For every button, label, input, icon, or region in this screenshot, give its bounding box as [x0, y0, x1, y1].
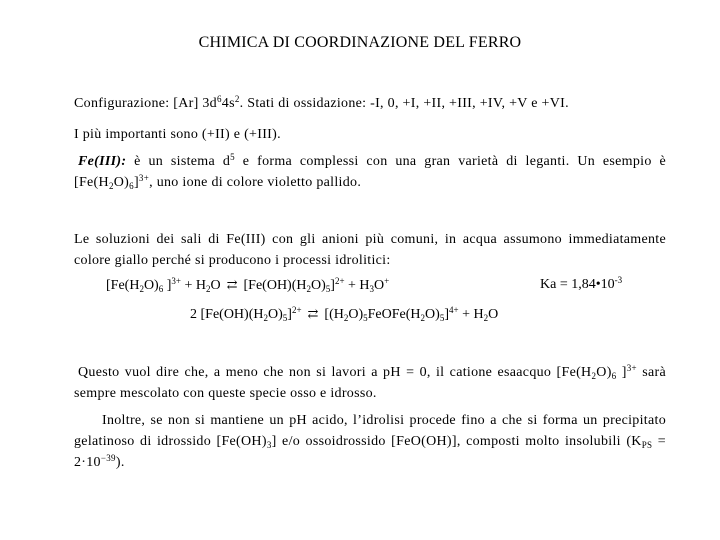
fe3-label: Fe(III): — [78, 154, 127, 169]
hydrolysis-equation-2: 2 $[Fe(OH)(H_2O)_5]^{2+}$ ⇄ $[(H_2O)_5FeOFe(H_2O)_5]^{4+} + H_2O$ — [190, 305, 499, 323]
fe3-paragraph: Fe(III): è un sistema $d^5$ e forma complessi con una gran varietà di leganti. Un esempio è $[Fe(H_2O)_6]^{3+}$, uno ione di colore violetto pallido. — [74, 152, 666, 191]
ka-value: $Ka = 1,84•10^{-3}$ — [540, 275, 623, 292]
configuration-line: Configurazione: [Ar] $3d^64s^2$. Stati di ossidazione: -I, 0, +I, +II, +III, +IV, +V e +VI. — [74, 94, 569, 111]
page-title: CHIMICA DI COORDINAZIONE DEL FERRO — [198, 34, 522, 51]
solutions-paragraph: Le soluzioni dei sali di Fe(III) con gli anioni più comuni, in acqua assumono immediatamente colore giallo perché si producono i processi idrolitici: — [74, 232, 666, 268]
hydrolysis-paragraph: Inoltre, se non si mantiene un pH acido, l’idrolisi procede fino a che si forma un precipitato gelatinoso di idrossido $[Fe(OH)_3]$ e/o ossoidrossido [FeO(OH)], composti molto insolubili $(K_{PS} = 2\cdot 10^{-39})$. — [74, 413, 666, 470]
important-states-line: I più importanti sono (+II) e (+III). — [74, 127, 281, 142]
hydrolysis-equation-1: [$Fe(H_2O)_6$ ]$^{3+} + H_2O$ ⇄ $[Fe(OH)(H_2O)_5]^{2+} + H_3O^+$ — [106, 276, 390, 294]
meaning-paragraph: Questo vuol dire che, a meno che non si lavori a pH = 0, il catione esaacquo [$Fe(H_2O)_6$ ]$^{3+}$ sarà sempre mescolato con queste specie osso e idrosso. — [74, 363, 666, 401]
equilibrium-arrow-icon: ⇄ — [226, 277, 238, 292]
equilibrium-arrow-icon: ⇄ — [307, 306, 319, 321]
